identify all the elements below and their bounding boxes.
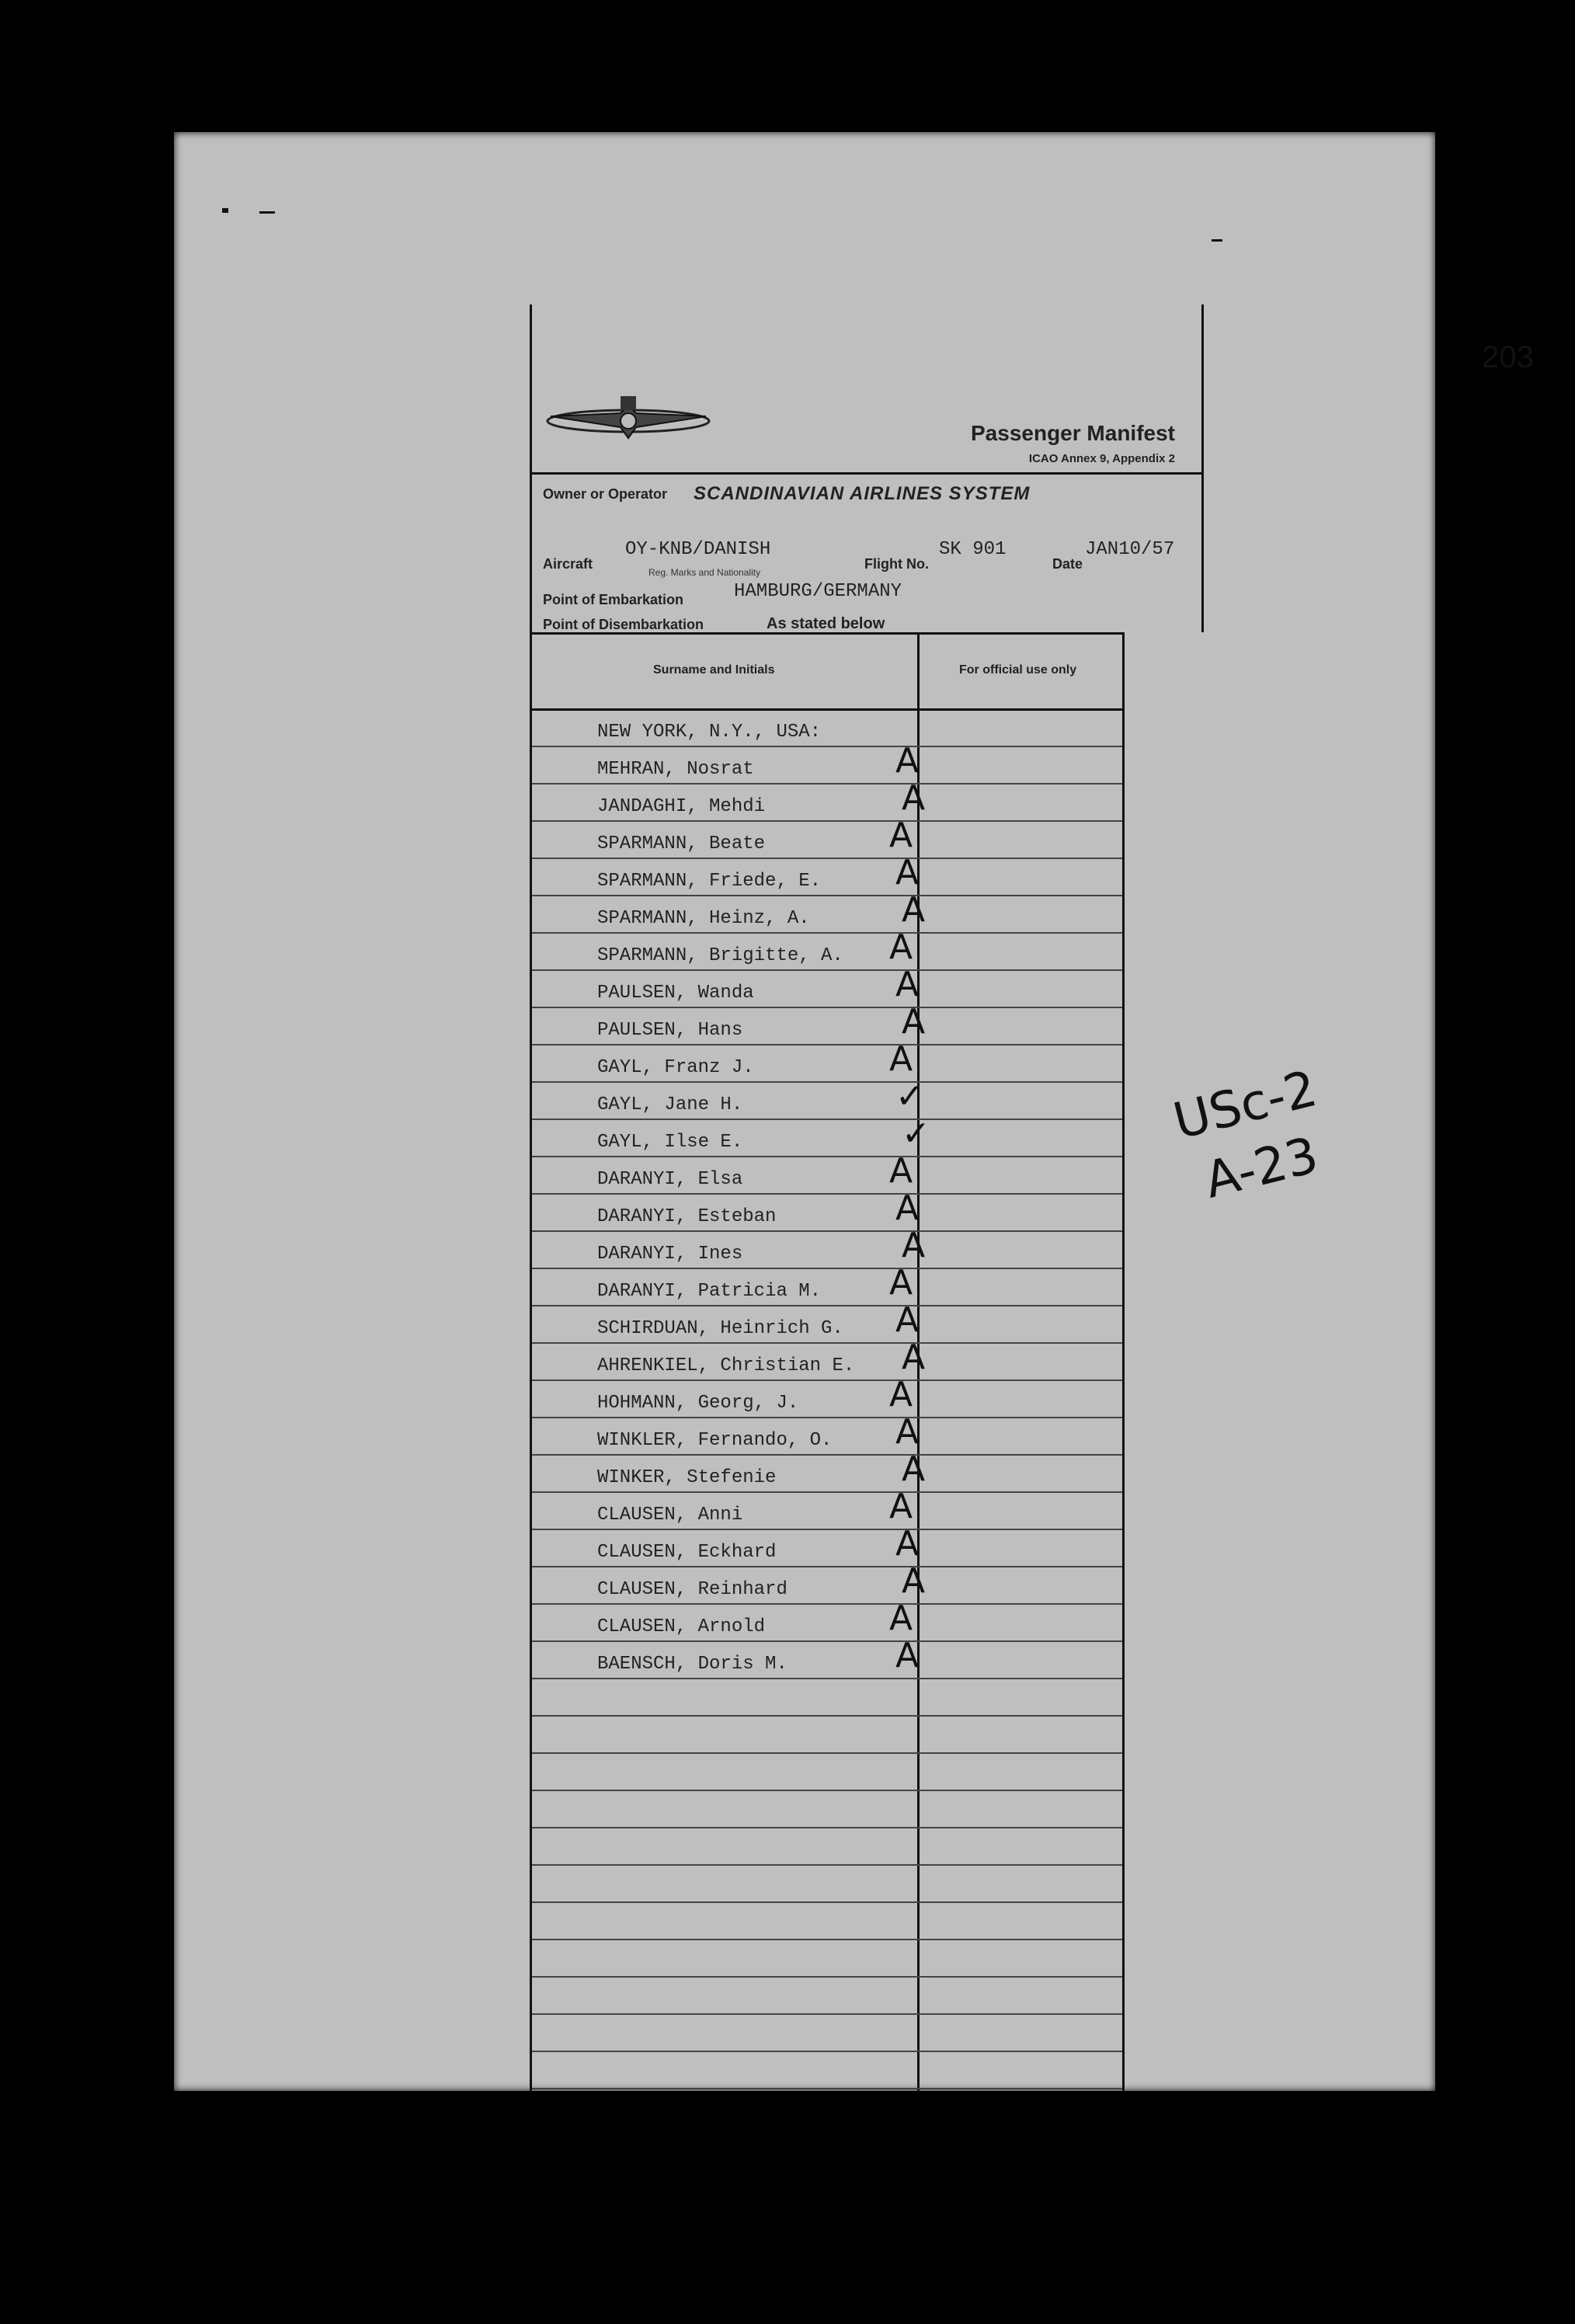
handwritten-mark: A — [902, 1338, 926, 1377]
handwritten-mark: ✓ — [895, 1077, 924, 1116]
handwritten-mark: A — [895, 1636, 920, 1675]
table-row — [532, 1940, 1122, 1978]
airline-logo-icon — [543, 390, 714, 452]
table-row — [532, 1114, 1122, 1157]
table-row — [532, 1599, 1122, 1642]
passenger-name: DARANYI, Elsa — [597, 1169, 743, 1190]
embarkation-value: HAMBURG/GERMANY — [734, 581, 902, 602]
handwritten-mark: A — [895, 1524, 920, 1564]
handwritten-note-line1: USc-2 — [1168, 1059, 1323, 1151]
table-row — [532, 2052, 1122, 2089]
table-row — [532, 2015, 1122, 2052]
owner-label: Owner or Operator — [543, 486, 668, 502]
table-row — [532, 1188, 1122, 1232]
table-row — [532, 1717, 1122, 1754]
handwritten-mark: ✓ — [902, 1114, 930, 1153]
handwritten-mark: A — [889, 1487, 913, 1526]
table-row — [532, 853, 1122, 896]
handwritten-note-line2: A-23 — [1199, 1126, 1324, 1210]
table-row — [532, 1039, 1122, 1083]
table-row — [532, 1375, 1122, 1418]
column-header-official: For official use only — [959, 663, 1077, 677]
table-row — [532, 1412, 1122, 1456]
table-row — [532, 1300, 1122, 1344]
date-value: JAN10/57 — [1085, 539, 1175, 560]
table-row — [532, 1524, 1122, 1567]
speck — [259, 211, 275, 214]
handwritten-mark: A — [889, 1151, 913, 1191]
disembarkation-label: Point of Disembarkation — [543, 617, 704, 632]
table-row — [532, 1754, 1122, 1791]
passenger-name: SPARMANN, Friede, E. — [597, 871, 822, 892]
passenger-name: WINKER, Stefenie — [597, 1467, 777, 1488]
passenger-name: DARANYI, Patricia M. — [597, 1281, 822, 1302]
passenger-name: DARANYI, Ines — [597, 1244, 743, 1265]
passenger-name: DARANYI, Esteban — [597, 1206, 777, 1227]
table-row — [532, 1002, 1122, 1045]
table-row — [532, 816, 1122, 859]
handwritten-mark: A — [902, 778, 926, 818]
passenger-name: CLAUSEN, Eckhard — [597, 1542, 777, 1563]
column-header-names: Surname and Initials — [653, 663, 775, 677]
owner-value: SCANDINAVIAN AIRLINES SYSTEM — [694, 483, 1031, 504]
passenger-name: GAYL, Franz J. — [597, 1057, 754, 1078]
table-row — [532, 1903, 1122, 1940]
passenger-name: AHRENKIEL, Christian E. — [597, 1355, 855, 1376]
table-row — [532, 1828, 1122, 1866]
handwritten-mark: A — [895, 1412, 920, 1452]
table-row — [532, 890, 1122, 934]
passenger-name: GAYL, Ilse E. — [597, 1132, 743, 1153]
handwritten-mark: A — [889, 1599, 913, 1638]
handwritten-mark: A — [902, 890, 926, 930]
passenger-manifest-form — [530, 304, 1199, 2091]
form-subtitle: ICAO Annex 9, Appendix 2 — [1028, 452, 1175, 465]
handwritten-mark: A — [889, 816, 913, 855]
handwritten-mark: A — [902, 1449, 926, 1489]
handwritten-mark: A — [895, 965, 920, 1004]
table-row — [532, 965, 1122, 1008]
handwritten-mark: A — [902, 1561, 926, 1601]
table-row — [532, 1561, 1122, 1605]
passenger-name: WINKLER, Fernando, O. — [597, 1430, 833, 1451]
handwritten-mark: A — [902, 1226, 926, 1265]
passenger-name: PAULSEN, Hans — [597, 1020, 743, 1041]
handwritten-mark: A — [895, 1300, 920, 1340]
handwritten-mark: A — [895, 1188, 920, 1228]
passenger-name: NEW YORK, N.Y., USA: — [597, 722, 822, 743]
disembarkation-value: As stated below — [767, 615, 885, 632]
date-label: Date — [1052, 556, 1083, 572]
speck — [222, 208, 228, 213]
table-row — [532, 927, 1122, 971]
passenger-name: SPARMANN, Heinz, A. — [597, 908, 810, 929]
table-row — [532, 1077, 1122, 1120]
table-row — [532, 1449, 1122, 1493]
table-row — [532, 710, 1122, 747]
speck — [1212, 239, 1222, 242]
handwritten-mark: A — [889, 1039, 913, 1079]
form-header — [530, 304, 1204, 632]
table-row — [532, 778, 1122, 822]
aircraft-value: OY-KNB/DANISH — [625, 539, 771, 560]
table-row — [532, 1679, 1122, 1717]
table-row — [532, 1487, 1122, 1530]
passenger-name: JANDAGHI, Mehdi — [597, 796, 766, 817]
passenger-name: CLAUSEN, Anni — [597, 1505, 743, 1526]
passenger-name: CLAUSEN, Arnold — [597, 1616, 766, 1637]
passenger-name: SCHIRDUAN, Heinrich G. — [597, 1318, 843, 1339]
flight-value: SK 901 — [939, 539, 1007, 560]
passenger-name: MEHRAN, Nosrat — [597, 759, 754, 780]
table-row — [532, 1263, 1122, 1306]
passenger-name: HOHMANN, Georg, J. — [597, 1393, 799, 1414]
passenger-name: BAENSCH, Doris M. — [597, 1654, 788, 1675]
table-row — [532, 1151, 1122, 1195]
handwritten-mark: A — [895, 741, 920, 781]
handwritten-mark: A — [902, 1002, 926, 1042]
passenger-name: SPARMANN, Beate — [597, 833, 766, 854]
passenger-table — [530, 632, 1125, 2091]
handwritten-mark: A — [889, 1263, 913, 1303]
passenger-name: PAULSEN, Wanda — [597, 983, 754, 1004]
handwritten-mark: A — [889, 927, 913, 967]
handwritten-mark: A — [895, 853, 920, 892]
page-number: 203 — [1482, 340, 1534, 374]
handwritten-mark: A — [889, 1375, 913, 1414]
flight-label: Flight No. — [864, 556, 929, 572]
table-row — [532, 1866, 1122, 1903]
table-row — [532, 1791, 1122, 1828]
aircraft-label: Aircraft — [543, 556, 593, 572]
embarkation-label: Point of Embarkation — [543, 592, 684, 607]
table-row — [532, 1978, 1122, 2015]
passenger-name: SPARMANN, Brigitte, A. — [597, 945, 843, 966]
form-title: Passenger Manifest — [971, 421, 1175, 445]
aircraft-sublabel: Reg. Marks and Nationality — [648, 567, 761, 578]
table-row — [532, 1338, 1122, 1381]
table-row — [532, 1226, 1122, 1269]
passenger-name: GAYL, Jane H. — [597, 1094, 743, 1115]
passenger-name: CLAUSEN, Reinhard — [597, 1579, 788, 1600]
divider — [532, 472, 1201, 475]
table-top-rule — [532, 632, 1122, 635]
table-row — [532, 741, 1122, 785]
table-row — [532, 1636, 1122, 1679]
